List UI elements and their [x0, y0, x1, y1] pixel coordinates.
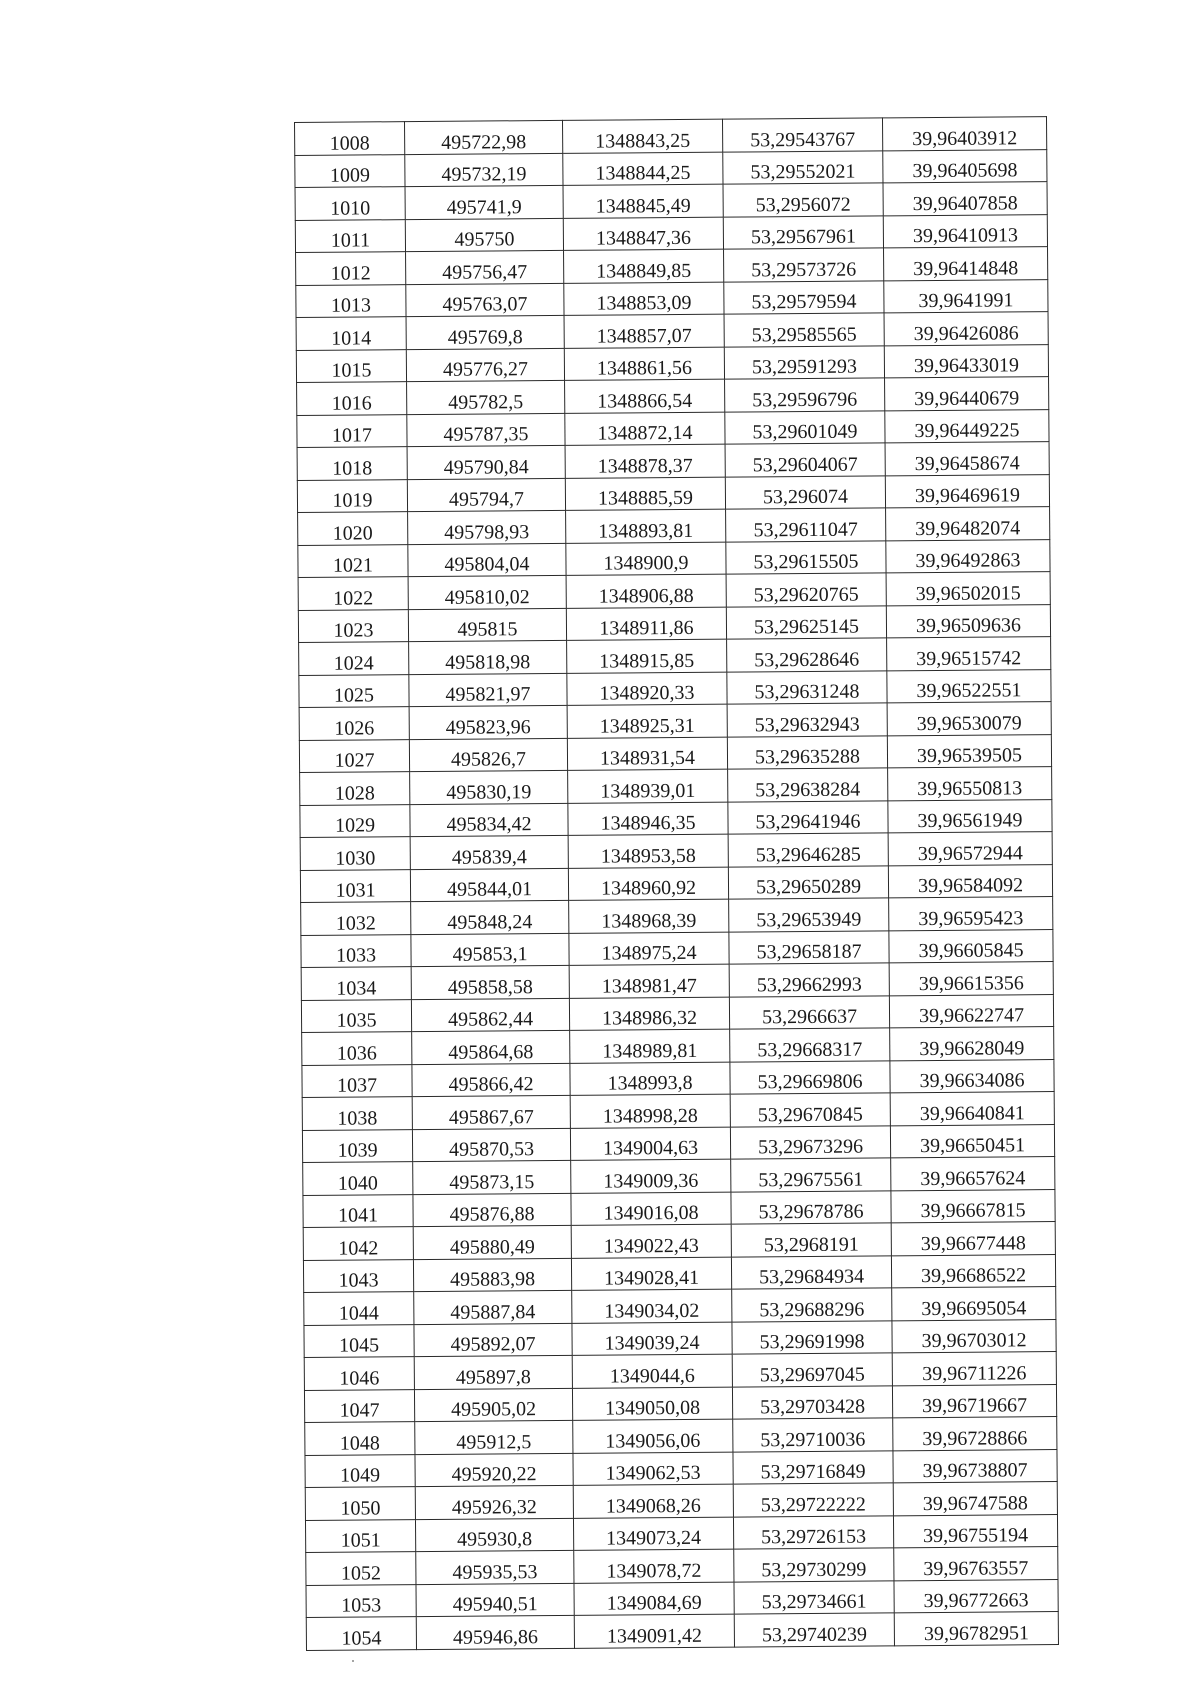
longitude-cell: 39,96763557	[894, 1547, 1058, 1581]
x-coordinate-cell: 495930,8	[415, 1518, 573, 1552]
table-row	[296, 312, 1048, 350]
longitude-cell: 39,96782951	[894, 1612, 1058, 1646]
longitude-cell: 39,96686522	[891, 1254, 1055, 1288]
y-coordinate-cell: 1348885,59	[565, 477, 725, 511]
table-row	[300, 799, 1052, 837]
table-row	[300, 767, 1052, 805]
point-number-cell: 1019	[297, 479, 407, 512]
longitude-cell: 39,96539505	[887, 734, 1051, 768]
x-coordinate-cell: 495887,84	[414, 1290, 572, 1324]
point-number-cell: 1049	[305, 1454, 415, 1487]
x-coordinate-cell: 495920,22	[415, 1453, 573, 1487]
x-coordinate-cell: 495823,96	[409, 705, 567, 739]
latitude-cell: 53,29620765	[726, 573, 886, 607]
longitude-cell: 39,96550813	[888, 767, 1052, 801]
point-number-cell: 1031	[300, 869, 410, 902]
y-coordinate-cell: 1348853,09	[564, 282, 724, 316]
point-number-cell: 1034	[301, 967, 411, 1000]
point-number-cell: 1053	[306, 1584, 416, 1617]
longitude-cell: 39,96628049	[890, 1027, 1054, 1061]
table-row	[303, 1222, 1055, 1260]
point-number-cell: 1024	[299, 642, 409, 675]
table-row	[304, 1352, 1056, 1390]
y-coordinate-cell: 1348845,49	[563, 184, 723, 218]
longitude-cell: 39,96410913	[883, 214, 1047, 248]
y-coordinate-cell: 1349084,69	[574, 1582, 734, 1616]
x-coordinate-cell: 495912,5	[415, 1420, 573, 1454]
y-coordinate-cell: 1349073,24	[573, 1517, 733, 1551]
point-number-cell: 1014	[296, 317, 406, 350]
x-coordinate-cell: 495787,35	[407, 413, 565, 447]
point-number-cell: 1029	[300, 804, 410, 837]
longitude-cell: 39,96440679	[885, 377, 1049, 411]
latitude-cell: 53,29573726	[724, 248, 884, 282]
x-coordinate-cell: 495905,02	[414, 1388, 572, 1422]
y-coordinate-cell: 1348986,32	[569, 997, 729, 1031]
table-row	[305, 1449, 1057, 1487]
x-coordinate-cell: 495862,44	[411, 998, 569, 1032]
point-number-cell: 1013	[296, 284, 406, 317]
coordinates-table	[294, 116, 1059, 1650]
x-coordinate-cell: 495830,19	[410, 770, 568, 804]
x-coordinate-cell: 495926,32	[415, 1485, 573, 1519]
y-coordinate-cell: 1348998,28	[570, 1094, 730, 1128]
x-coordinate-cell: 495741,9	[405, 185, 563, 219]
table-row	[298, 572, 1050, 610]
y-coordinate-cell: 1348920,33	[567, 672, 727, 706]
longitude-cell: 39,96650451	[890, 1124, 1054, 1158]
point-number-cell: 1018	[297, 447, 407, 480]
longitude-cell: 39,96433019	[884, 344, 1048, 378]
point-number-cell: 1009	[295, 154, 405, 187]
longitude-cell: 39,96677448	[891, 1222, 1055, 1256]
latitude-cell: 53,29716849	[733, 1450, 893, 1484]
y-coordinate-cell: 1349056,06	[573, 1419, 733, 1453]
y-coordinate-cell: 1348915,85	[567, 639, 727, 673]
y-coordinate-cell: 1349039,24	[572, 1322, 732, 1356]
longitude-cell: 39,96458674	[885, 442, 1049, 476]
y-coordinate-cell: 1349078,72	[574, 1549, 734, 1583]
longitude-cell: 39,96703012	[892, 1319, 1056, 1353]
y-coordinate-cell: 1348939,01	[568, 769, 728, 803]
latitude-cell: 53,29601049	[725, 410, 885, 444]
longitude-cell: 39,96405698	[883, 149, 1047, 183]
y-coordinate-cell: 1349044,6	[572, 1354, 732, 1388]
x-coordinate-cell: 495864,68	[412, 1030, 570, 1064]
x-coordinate-cell: 495818,98	[409, 640, 567, 674]
latitude-cell: 53,29684934	[731, 1255, 891, 1289]
x-coordinate-cell: 495815	[408, 608, 566, 642]
longitude-cell: 39,96711226	[892, 1352, 1056, 1386]
latitude-cell: 53,2968191	[731, 1223, 891, 1257]
x-coordinate-cell: 495756,47	[406, 250, 564, 284]
y-coordinate-cell: 1348872,14	[565, 412, 725, 446]
y-coordinate-cell: 1349004,63	[570, 1127, 730, 1161]
table-row	[295, 214, 1047, 252]
longitude-cell: 39,96695054	[892, 1287, 1056, 1321]
table-row	[298, 539, 1050, 577]
x-coordinate-cell: 495821,97	[409, 673, 567, 707]
table-row	[299, 669, 1051, 707]
y-coordinate-cell: 1348861,56	[564, 347, 724, 381]
longitude-cell: 39,96502015	[886, 572, 1050, 606]
y-coordinate-cell: 1348931,54	[567, 737, 727, 771]
x-coordinate-cell: 495876,88	[413, 1193, 571, 1227]
y-coordinate-cell: 1349034,02	[572, 1289, 732, 1323]
latitude-cell: 53,29638284	[728, 768, 888, 802]
table-row	[300, 832, 1052, 870]
longitude-cell: 39,96407858	[883, 182, 1047, 216]
y-coordinate-cell: 1348975,24	[569, 932, 729, 966]
latitude-cell: 53,29631248	[727, 670, 887, 704]
latitude-cell: 53,29722222	[733, 1483, 893, 1517]
longitude-cell: 39,96755194	[893, 1514, 1057, 1548]
point-number-cell: 1041	[303, 1194, 413, 1227]
point-number-cell: 1017	[297, 414, 407, 447]
table-row	[301, 994, 1053, 1032]
point-number-cell: 1048	[305, 1422, 415, 1455]
y-coordinate-cell: 1348843,25	[562, 119, 722, 153]
x-coordinate-cell: 495883,98	[413, 1258, 571, 1292]
longitude-cell: 39,96657624	[891, 1157, 1055, 1191]
x-coordinate-cell: 495935,53	[416, 1550, 574, 1584]
y-coordinate-cell: 1348849,85	[564, 249, 724, 283]
y-coordinate-cell: 1348953,58	[568, 834, 728, 868]
latitude-cell: 53,29641946	[728, 800, 888, 834]
y-coordinate-cell: 1348946,35	[568, 802, 728, 836]
latitude-cell: 53,29670845	[730, 1093, 890, 1127]
latitude-cell: 53,29678786	[731, 1190, 891, 1224]
y-coordinate-cell: 1349062,53	[573, 1452, 733, 1486]
point-number-cell: 1051	[305, 1519, 415, 1552]
y-coordinate-cell: 1348893,81	[566, 509, 726, 543]
latitude-cell: 53,29567961	[723, 215, 883, 249]
y-coordinate-cell: 1348906,88	[566, 574, 726, 608]
longitude-cell: 39,96561949	[888, 799, 1052, 833]
latitude-cell: 53,29673296	[730, 1125, 890, 1159]
x-coordinate-cell: 495834,42	[410, 803, 568, 837]
y-coordinate-cell: 1348981,47	[569, 964, 729, 998]
table-row	[304, 1384, 1056, 1422]
table-row	[297, 474, 1049, 512]
y-coordinate-cell: 1349050,08	[572, 1387, 732, 1421]
y-coordinate-cell: 1349009,36	[571, 1159, 731, 1193]
y-coordinate-cell: 1348960,92	[568, 867, 728, 901]
x-coordinate-cell: 495866,42	[412, 1063, 570, 1097]
longitude-cell: 39,96530079	[887, 702, 1051, 736]
longitude-cell: 39,96482074	[886, 507, 1050, 541]
latitude-cell: 53,29703428	[732, 1385, 892, 1419]
latitude-cell: 53,29710036	[733, 1418, 893, 1452]
y-coordinate-cell: 1348925,31	[567, 704, 727, 738]
point-number-cell: 1016	[297, 382, 407, 415]
point-number-cell: 1046	[304, 1357, 414, 1390]
y-coordinate-cell: 1348989,81	[570, 1029, 730, 1063]
longitude-cell: 39,96747588	[893, 1482, 1057, 1516]
longitude-cell: 39,96719667	[892, 1384, 1056, 1418]
table-row	[305, 1417, 1057, 1455]
point-number-cell: 1038	[302, 1097, 412, 1130]
latitude-cell: 53,29611047	[726, 508, 886, 542]
x-coordinate-cell: 495853,1	[411, 933, 569, 967]
longitude-cell: 39,96449225	[885, 409, 1049, 443]
longitude-cell: 39,96469619	[885, 474, 1049, 508]
x-coordinate-cell: 495892,07	[414, 1323, 572, 1357]
point-number-cell: 1040	[303, 1162, 413, 1195]
point-number-cell: 1035	[301, 999, 411, 1032]
table-row	[302, 1027, 1054, 1065]
latitude-cell: 53,29579594	[724, 280, 884, 314]
scan-speck	[352, 1660, 354, 1662]
latitude-cell: 53,29688296	[732, 1288, 892, 1322]
x-coordinate-cell: 495790,84	[407, 445, 565, 479]
point-number-cell: 1042	[303, 1227, 413, 1260]
table-row	[303, 1189, 1055, 1227]
y-coordinate-cell: 1349016,08	[571, 1192, 731, 1226]
x-coordinate-cell: 495880,49	[413, 1225, 571, 1259]
longitude-cell: 39,96728866	[893, 1417, 1057, 1451]
x-coordinate-cell: 495804,04	[408, 543, 566, 577]
y-coordinate-cell: 1348911,86	[566, 607, 726, 641]
x-coordinate-cell: 495844,01	[410, 868, 568, 902]
longitude-cell: 39,96584092	[888, 864, 1052, 898]
point-number-cell: 1045	[304, 1324, 414, 1357]
point-number-cell: 1021	[298, 544, 408, 577]
table-row	[305, 1482, 1057, 1520]
longitude-cell: 39,96515742	[887, 637, 1051, 671]
y-coordinate-cell: 1348968,39	[569, 899, 729, 933]
x-coordinate-cell: 495870,53	[412, 1128, 570, 1162]
latitude-cell: 53,29730299	[734, 1548, 894, 1582]
latitude-cell: 53,29668317	[730, 1028, 890, 1062]
point-number-cell: 1044	[304, 1292, 414, 1325]
table-row	[299, 637, 1051, 675]
x-coordinate-cell: 495946,86	[416, 1615, 574, 1649]
longitude-cell: 39,96509636	[886, 604, 1050, 638]
y-coordinate-cell: 1349028,41	[571, 1257, 731, 1291]
coordinates-table-body	[295, 117, 1059, 1650]
table-row	[295, 182, 1047, 220]
longitude-cell: 39,96738807	[893, 1449, 1057, 1483]
point-number-cell: 1054	[306, 1617, 416, 1650]
x-coordinate-cell: 495769,8	[406, 315, 564, 349]
point-number-cell: 1047	[304, 1389, 414, 1422]
table-row	[297, 377, 1049, 415]
table-row	[303, 1157, 1055, 1195]
x-coordinate-cell: 495940,51	[416, 1583, 574, 1617]
table-row	[295, 149, 1047, 187]
table-row	[298, 507, 1050, 545]
y-coordinate-cell: 1348900,9	[566, 542, 726, 576]
longitude-cell: 39,96426086	[884, 312, 1048, 346]
point-number-cell: 1033	[301, 934, 411, 967]
latitude-cell: 53,29697045	[732, 1353, 892, 1387]
longitude-cell: 39,96634086	[890, 1059, 1054, 1093]
y-coordinate-cell: 1348878,37	[565, 444, 725, 478]
table-row	[297, 442, 1049, 480]
x-coordinate-cell: 495810,02	[408, 575, 566, 609]
table-row	[297, 409, 1049, 447]
latitude-cell: 53,29691998	[732, 1320, 892, 1354]
point-number-cell: 1050	[305, 1487, 415, 1520]
x-coordinate-cell: 495776,27	[406, 348, 564, 382]
table-row	[303, 1254, 1055, 1292]
y-coordinate-cell: 1349091,42	[574, 1614, 734, 1648]
x-coordinate-cell: 495750	[405, 218, 563, 252]
longitude-cell: 39,96492863	[886, 539, 1050, 573]
latitude-cell: 53,29662993	[729, 963, 889, 997]
table-row	[302, 1059, 1054, 1097]
table-row	[295, 117, 1047, 155]
latitude-cell: 53,2966637	[729, 995, 889, 1029]
table-row	[304, 1287, 1056, 1325]
point-number-cell: 1027	[299, 739, 409, 772]
table-row	[305, 1514, 1057, 1552]
x-coordinate-cell: 495873,15	[413, 1160, 571, 1194]
latitude-cell: 53,29669806	[730, 1060, 890, 1094]
y-coordinate-cell: 1348993,8	[570, 1062, 730, 1096]
latitude-cell: 53,29591293	[724, 345, 884, 379]
longitude-cell: 39,96595423	[889, 897, 1053, 931]
table-row	[296, 344, 1048, 382]
longitude-cell: 39,96622747	[889, 994, 1053, 1028]
point-number-cell: 1032	[301, 902, 411, 935]
point-number-cell: 1052	[306, 1552, 416, 1585]
latitude-cell: 53,29726153	[733, 1515, 893, 1549]
point-number-cell: 1026	[299, 707, 409, 740]
y-coordinate-cell: 1348866,54	[565, 379, 725, 413]
latitude-cell: 53,29552021	[723, 150, 883, 184]
x-coordinate-cell: 495858,58	[411, 965, 569, 999]
x-coordinate-cell: 495867,67	[412, 1095, 570, 1129]
table-row	[306, 1547, 1058, 1585]
x-coordinate-cell: 495826,7	[409, 738, 567, 772]
table-row	[301, 897, 1053, 935]
y-coordinate-cell: 1348844,25	[563, 152, 723, 186]
table-row	[298, 604, 1050, 642]
x-coordinate-cell: 495732,19	[405, 153, 563, 187]
x-coordinate-cell: 495839,4	[410, 835, 568, 869]
y-coordinate-cell: 1348847,36	[563, 217, 723, 251]
longitude-cell: 39,96605845	[889, 929, 1053, 963]
latitude-cell: 53,29734661	[734, 1580, 894, 1614]
latitude-cell: 53,29543767	[722, 118, 882, 152]
latitude-cell: 53,29615505	[726, 540, 886, 574]
y-coordinate-cell: 1349022,43	[571, 1224, 731, 1258]
point-number-cell: 1037	[302, 1064, 412, 1097]
latitude-cell: 53,29740239	[734, 1613, 894, 1647]
point-number-cell: 1043	[303, 1259, 413, 1292]
x-coordinate-cell: 495782,5	[407, 380, 565, 414]
latitude-cell: 53,29658187	[729, 930, 889, 964]
x-coordinate-cell: 495722,98	[405, 120, 563, 154]
y-coordinate-cell: 1348857,07	[564, 314, 724, 348]
point-number-cell: 1023	[298, 609, 408, 642]
point-number-cell: 1011	[295, 219, 405, 252]
latitude-cell: 53,29632943	[727, 703, 887, 737]
table-row	[302, 1124, 1054, 1162]
table-row	[301, 929, 1053, 967]
longitude-cell: 39,96572944	[888, 832, 1052, 866]
latitude-cell: 53,29650289	[728, 865, 888, 899]
x-coordinate-cell: 495763,07	[406, 283, 564, 317]
point-number-cell: 1028	[300, 772, 410, 805]
x-coordinate-cell: 495897,8	[414, 1355, 572, 1389]
point-number-cell: 1030	[300, 837, 410, 870]
table-row	[301, 962, 1053, 1000]
point-number-cell: 1010	[295, 187, 405, 220]
latitude-cell: 53,29635288	[727, 735, 887, 769]
latitude-cell: 53,29585565	[724, 313, 884, 347]
latitude-cell: 53,29604067	[725, 443, 885, 477]
table-row	[296, 279, 1048, 317]
latitude-cell: 53,296074	[725, 475, 885, 509]
x-coordinate-cell: 495798,93	[408, 510, 566, 544]
y-coordinate-cell: 1349068,26	[573, 1484, 733, 1518]
latitude-cell: 53,29653949	[729, 898, 889, 932]
longitude-cell: 39,96640841	[890, 1092, 1054, 1126]
latitude-cell: 53,29596796	[725, 378, 885, 412]
point-number-cell: 1039	[302, 1129, 412, 1162]
table-row	[296, 247, 1048, 285]
latitude-cell: 53,29675561	[731, 1158, 891, 1192]
latitude-cell: 53,29646285	[728, 833, 888, 867]
table-row	[302, 1092, 1054, 1130]
longitude-cell: 39,96667815	[891, 1189, 1055, 1223]
longitude-cell: 39,96615356	[889, 962, 1053, 996]
point-number-cell: 1020	[298, 512, 408, 545]
point-number-cell: 1015	[296, 349, 406, 382]
table-row	[299, 734, 1051, 772]
longitude-cell: 39,96414848	[884, 247, 1048, 281]
point-number-cell: 1036	[302, 1032, 412, 1065]
table-row	[300, 864, 1052, 902]
table-row	[306, 1612, 1058, 1650]
longitude-cell: 39,96772663	[894, 1579, 1058, 1613]
point-number-cell: 1008	[295, 122, 405, 155]
point-number-cell: 1012	[296, 252, 406, 285]
table-row	[306, 1579, 1058, 1617]
longitude-cell: 39,96403912	[882, 117, 1046, 151]
x-coordinate-cell: 495848,24	[411, 900, 569, 934]
table-row	[304, 1319, 1056, 1357]
latitude-cell: 53,29628646	[727, 638, 887, 672]
longitude-cell: 39,96522551	[887, 669, 1051, 703]
point-number-cell: 1025	[299, 674, 409, 707]
latitude-cell: 53,2956072	[723, 183, 883, 217]
longitude-cell: 39,9641991	[884, 279, 1048, 313]
point-number-cell: 1022	[298, 577, 408, 610]
x-coordinate-cell: 495794,7	[407, 478, 565, 512]
latitude-cell: 53,29625145	[726, 605, 886, 639]
table-row	[299, 702, 1051, 740]
